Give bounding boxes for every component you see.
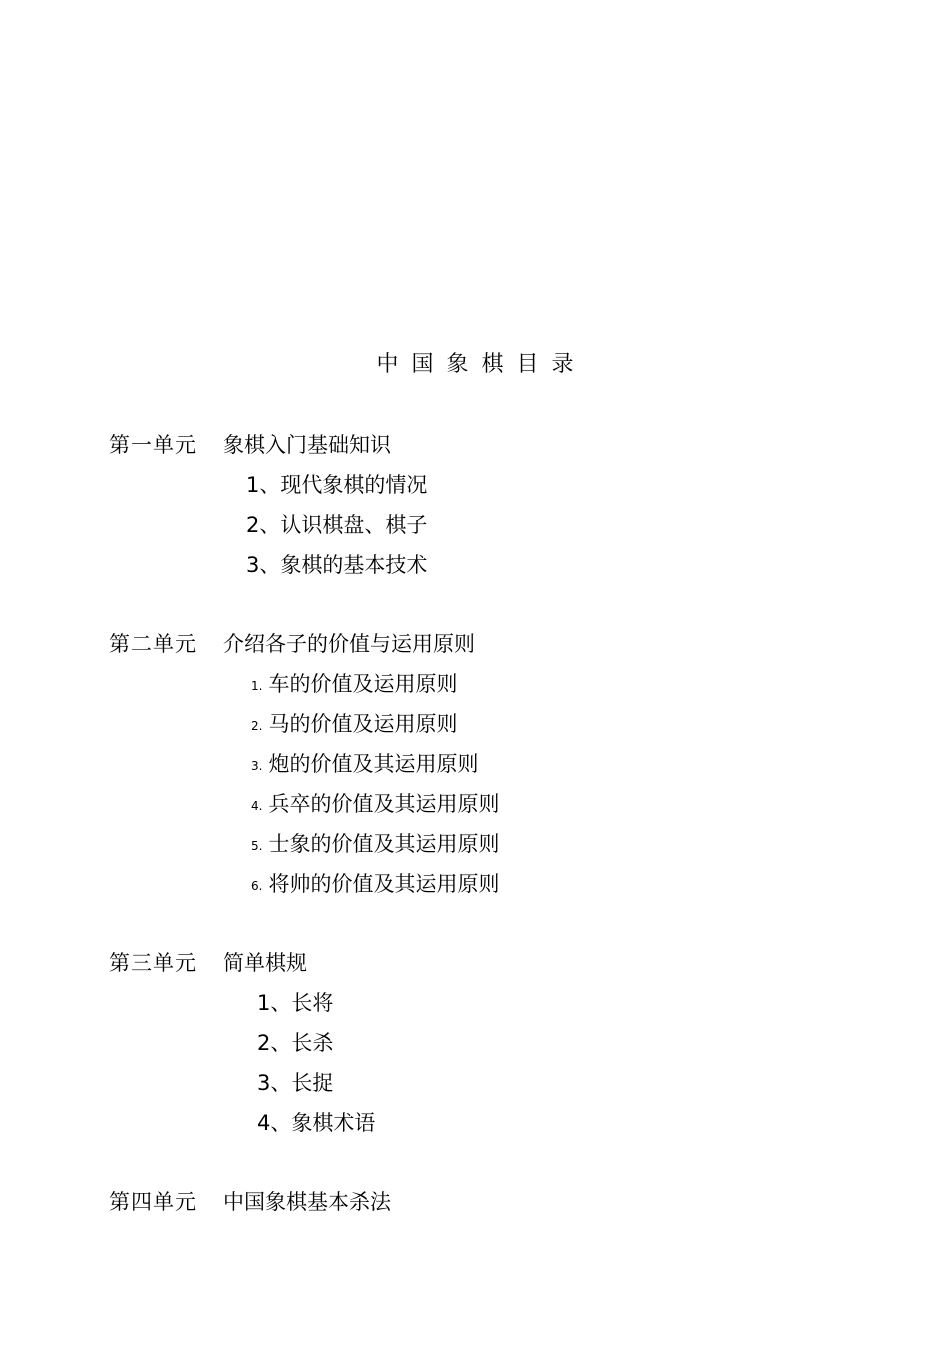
item-text: 象棋的基本技术 xyxy=(280,553,428,577)
item-text: 长将 xyxy=(291,991,334,1015)
item-number: 1. xyxy=(251,679,263,693)
list-item xyxy=(257,1108,375,1138)
list-item xyxy=(246,550,427,580)
unit-label: 第一单元 xyxy=(109,433,197,457)
item-number: 1、 xyxy=(257,991,292,1015)
list-item xyxy=(251,829,499,861)
list-item xyxy=(257,1068,333,1098)
unit-heading xyxy=(109,430,391,460)
unit-label: 第四单元 xyxy=(109,1190,197,1214)
item-text: 认识棋盘、棋子 xyxy=(280,513,428,537)
item-number: 2. xyxy=(251,719,263,733)
item-number: 2、 xyxy=(246,513,281,537)
item-number: 5. xyxy=(251,839,263,853)
list-item xyxy=(251,749,478,781)
unit-name: 中国象棋基本杀法 xyxy=(223,1190,391,1214)
unit-heading xyxy=(109,948,307,978)
item-text: 车的价值及运用原则 xyxy=(268,672,458,696)
item-text: 象棋术语 xyxy=(291,1111,376,1135)
list-item xyxy=(251,709,457,741)
item-number: 4、 xyxy=(257,1111,292,1135)
item-text: 兵卒的价值及其运用原则 xyxy=(268,792,500,816)
list-item xyxy=(246,510,427,540)
list-item xyxy=(257,988,333,1018)
item-number: 3、 xyxy=(246,553,281,577)
item-number: 2、 xyxy=(257,1031,292,1055)
item-text: 长捉 xyxy=(291,1071,334,1095)
list-item xyxy=(251,869,499,901)
list-item xyxy=(251,789,499,821)
item-number: 1、 xyxy=(246,473,281,497)
item-number: 4. xyxy=(251,799,263,813)
item-number: 6. xyxy=(251,879,263,893)
unit-heading xyxy=(109,1187,391,1217)
item-number: 3、 xyxy=(257,1071,292,1095)
item-text: 士象的价值及其运用原则 xyxy=(268,832,500,856)
unit-name: 简单棋规 xyxy=(223,951,307,975)
item-text: 现代象棋的情况 xyxy=(280,473,428,497)
page-title: 中国象棋目录 xyxy=(376,352,587,377)
item-text: 长杀 xyxy=(291,1031,334,1055)
item-number: 3. xyxy=(251,759,263,773)
item-text: 将帅的价值及其运用原则 xyxy=(268,872,500,896)
unit-label: 第三单元 xyxy=(109,951,197,975)
unit-heading xyxy=(109,629,475,659)
item-text: 马的价值及运用原则 xyxy=(268,712,458,736)
unit-name: 象棋入门基础知识 xyxy=(223,433,391,457)
list-item xyxy=(257,1028,333,1058)
list-item xyxy=(246,470,427,500)
list-item xyxy=(251,669,457,701)
unit-name: 介绍各子的价值与运用原则 xyxy=(223,632,475,656)
unit-label: 第二单元 xyxy=(109,632,197,656)
item-text: 炮的价值及其运用原则 xyxy=(268,752,479,776)
